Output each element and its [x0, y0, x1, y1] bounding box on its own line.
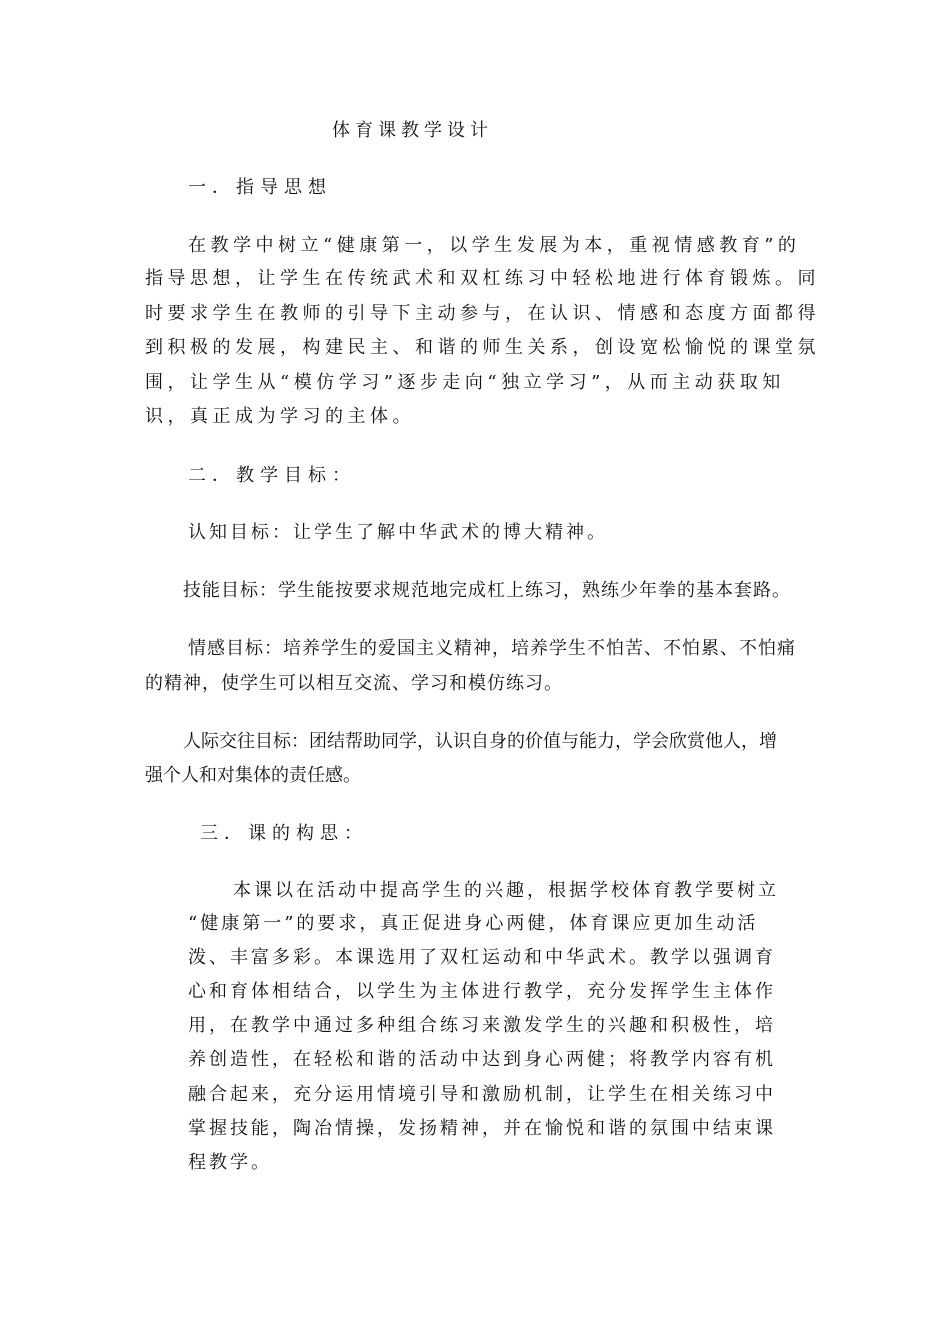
section1-heading: 一．指导思想: [188, 177, 332, 198]
cognitive-goal: 认知目标：让学生了解中华武术的博大精神。: [188, 522, 608, 543]
section2-heading: 二．教学目标：: [188, 465, 356, 486]
section3-line-1: 本课以在活动中提高学生的兴趣，根据学校体育教学要树立: [233, 880, 779, 901]
section3-line-6: 养创造性，在轻松和谐的活动中达到身心两健；将教学内容有机: [188, 1049, 776, 1070]
section3-line-9: 程教学。: [188, 1152, 272, 1173]
section3-line-7: 融合起来，充分运用情境引导和激励机制，让学生在相关练习中: [188, 1084, 776, 1105]
section1-line-4: 到积极的发展，构建民主、和谐的师生关系，创设宽松愉悦的课堂氛: [145, 337, 820, 358]
skill-goal: 技能目标：学生能按要求规范地完成杠上练习，熟练少年拳的基本套路。: [183, 580, 791, 601]
social-goal-line-1: 人际交往目标：团结帮助同学，认识自身的价值与能力，学会欣赏他人，增: [183, 731, 777, 752]
document-title: 体育课教学设计: [332, 120, 493, 141]
section3-line-8: 掌握技能，陶冶情操，发扬精神，并在愉悦和谐的氛围中结束课: [188, 1118, 776, 1139]
emotion-goal-line-2: 的精神，使学生可以相互交流、学习和模仿练习。: [145, 673, 563, 694]
emotion-goal-line-1: 情感目标：培养学生的爱国主义精神，培养学生不怕苦、不怕累、不怕痛: [188, 638, 796, 659]
section1-line-3: 时要求学生在教师的引导下主动参与，在认识、情感和态度方面都得: [145, 303, 820, 324]
section3-heading: 三．课的构思：: [200, 823, 368, 844]
section1-line-2: 指导思想，让学生在传统武术和双杠练习中轻松地进行体育锻炼。同: [145, 268, 820, 289]
section1-line-5: 围，让学生从“模仿学习”逐步走向“独立学习”，从而主动获取知: [145, 372, 785, 393]
section1-line-1: 在教学中树立“健康第一，以学生发展为本，重视情感教育”的: [188, 235, 801, 256]
section3-line-5: 用，在教学中通过多种组合练习来激发学生的兴趣和积极性，培: [188, 1015, 776, 1036]
section3-line-4: 心和育体相结合，以学生为主体进行教学，充分发挥学生主体作: [188, 981, 776, 1002]
section1-line-6: 识，真正成为学习的主体。: [145, 406, 415, 427]
section3-line-2: “健康第一”的要求，真正促进身心两健，体育课应更加生动活: [188, 913, 759, 934]
section3-line-3: 泼、丰富多彩。本课选用了双杠运动和中华武术。教学以强调育: [188, 947, 776, 968]
social-goal-line-2: 强个人和对集体的责任感。: [145, 765, 361, 786]
